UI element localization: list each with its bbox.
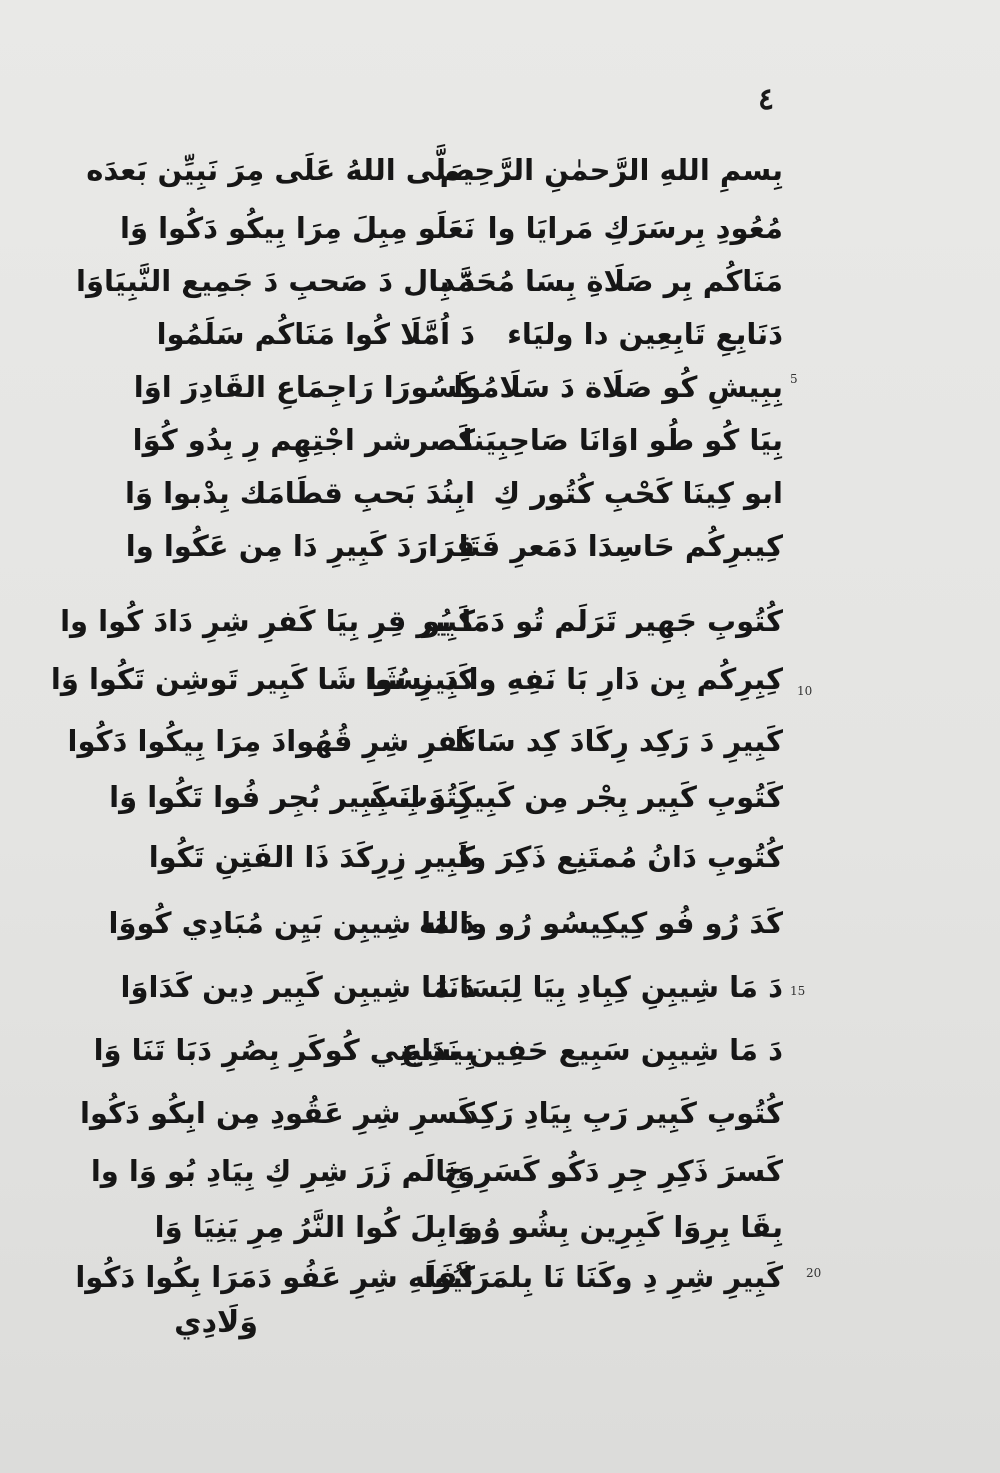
text-line: كَتُوبِ كَبِير بُجِر فُوا تَكُوا وَا	[109, 780, 475, 814]
text-line: بِيَا كُو طُو اوَانَا صَاحِبِيَنا	[462, 423, 783, 457]
text-line: وَنَالَم زَرَ شِرِ كِ بِيَادِ بُو وَا وا	[90, 1154, 475, 1188]
text-line: كَفرِ شِرِ قُهُوادَ مِرَا بِيكُوا دَكُوا	[67, 724, 475, 758]
text-line: بِقَا بِرِوَا كَبِرِين بِشُو وُو	[464, 1210, 783, 1244]
text-line: كَبِيرِ شِرِ دِ وكَنَا نَا بِلمَرَايُوا	[423, 1260, 783, 1294]
text-line: كَبِيرِ دَ رَكِد رِكَادَ كِد سَانا	[454, 724, 783, 758]
text-line: كَسرِ شِرِ عَقُودِ مِن ابِكُو دَكُوا	[80, 1096, 475, 1130]
text-line: صَلَّى اللهُ عَلَى مِرَ نَبِيِّن بَعدَه	[86, 153, 475, 187]
folio-number: ٤	[758, 82, 775, 117]
text-line: كَبِيرِ شَا شَا كَبِير تَوشِن تَكُوا وَا	[50, 662, 475, 696]
text-line: دَ اُمَّلَا كُوا مَنَاكُم سَلَمُوا	[156, 317, 475, 351]
text-line: كِيبرِكُم حَاسِدَا دَمَعرِ فَتَا	[458, 529, 783, 563]
text-line: كُتُوبِ جَهِير تَرَلَم تُو دَمَا يُو	[422, 604, 783, 638]
text-line: كِبِرِكُم بِن دَارِ بَا نَفِهِ وا دَ نسُوا	[364, 662, 783, 696]
text-line: كَسرَ ذَكِرِ جِرِ دَكُو كَسَرِ جِ	[444, 1154, 783, 1188]
text-line: بِبِيشِ كُو صَلَاة دَ سَلَامُوا	[453, 370, 783, 404]
text-line: كَبِيرِ زِرِكَدَ ذَا الفَتِنِ تَكُوا	[148, 840, 475, 874]
text-line: دَ مَا شِيبِن كَبِير دِين كَدَاوَا	[120, 970, 475, 1004]
text-line: بِسمِ اللهِ الرَّحمٰنِ الرَّحِيم	[439, 153, 783, 187]
text-line: دَ مَا شِيبِنِ كِبِادِ بِيَا لِبَسَانَا	[437, 970, 783, 1004]
margin-number: 10	[797, 684, 813, 698]
text-line: بِيشِينِي كُوكَرِ بِصُرِ دَبَا تَنَا وَا	[93, 1033, 475, 1067]
text-line: كُتُوبِ دَانُ مُمتَنِع ذَكِرَ وا	[458, 840, 783, 874]
text-line: كُتُوبِ كَبِير رَبِ بِيَادِ رَكِد	[463, 1096, 783, 1130]
text-line: مُعُودِ بِرسَرَكِ مَرايَا وا	[487, 211, 783, 245]
text-line: كَتُوبِ كَبِير بِجْر مِن كَبِيرِ دَ انَبِ	[368, 780, 783, 814]
text-line: ابِنُدَ بَحبِ قطَامَك بِدْبوا وَا	[125, 476, 475, 510]
text-line: كَبِير قِرِ بِيَا كَفرِ شِرِ دَادَ كُوا وا	[60, 604, 475, 638]
text-line: دَنَابِعِ تَابِعِين دا وليَاء	[507, 317, 783, 351]
text-line: قِرَارَدَ كَبِيرِ دَا مِن عَكُوا وا	[125, 529, 475, 563]
catchword: وَلَادِي	[174, 1305, 258, 1340]
text-line: نَعَلَو مِبِلَ مِرَا بِيكُو دَكُوا وَا	[120, 211, 475, 245]
text-line: كَفَلَهِ شِرِ عَفُو دَمَرَا بِكُوا دَكُوا	[75, 1260, 475, 1294]
margin-number: 20	[806, 1266, 822, 1280]
margin-number: 15	[790, 984, 806, 998]
text-line: مَنَاكُم بِر صَلَاةِ بِسَا مُحَمَّد	[439, 264, 783, 298]
text-line: ابو كِينَا كَحْبِ كُتُور كِ	[493, 476, 783, 510]
margin-number: 5	[790, 372, 798, 386]
text-line: دَ مَا شِيبِن سَبِيع حَفِين نَدَاع	[401, 1033, 783, 1067]
text-line: دَ بِال دَ صَحبِ دَ جَمِيع النَّبِيَاوَا	[76, 264, 475, 298]
text-line: كَسُورَا رَاجِمَاعِ القَادِرَ اوَا	[133, 370, 475, 404]
text-line: كَصرشر اجْتِهِم رِ بِدُو كُوَا	[132, 423, 475, 457]
text-line: وَابِلَ كُوا النَّرُ مِرِ يَنِيَا وَا	[154, 1210, 475, 1244]
text-line: دَ مَا شِيبِن بَيِن مُبَادِي كُووَا	[108, 906, 475, 940]
text-line: كَدَ رُو فُو كِيكِيسُو رُو والله	[418, 906, 783, 940]
